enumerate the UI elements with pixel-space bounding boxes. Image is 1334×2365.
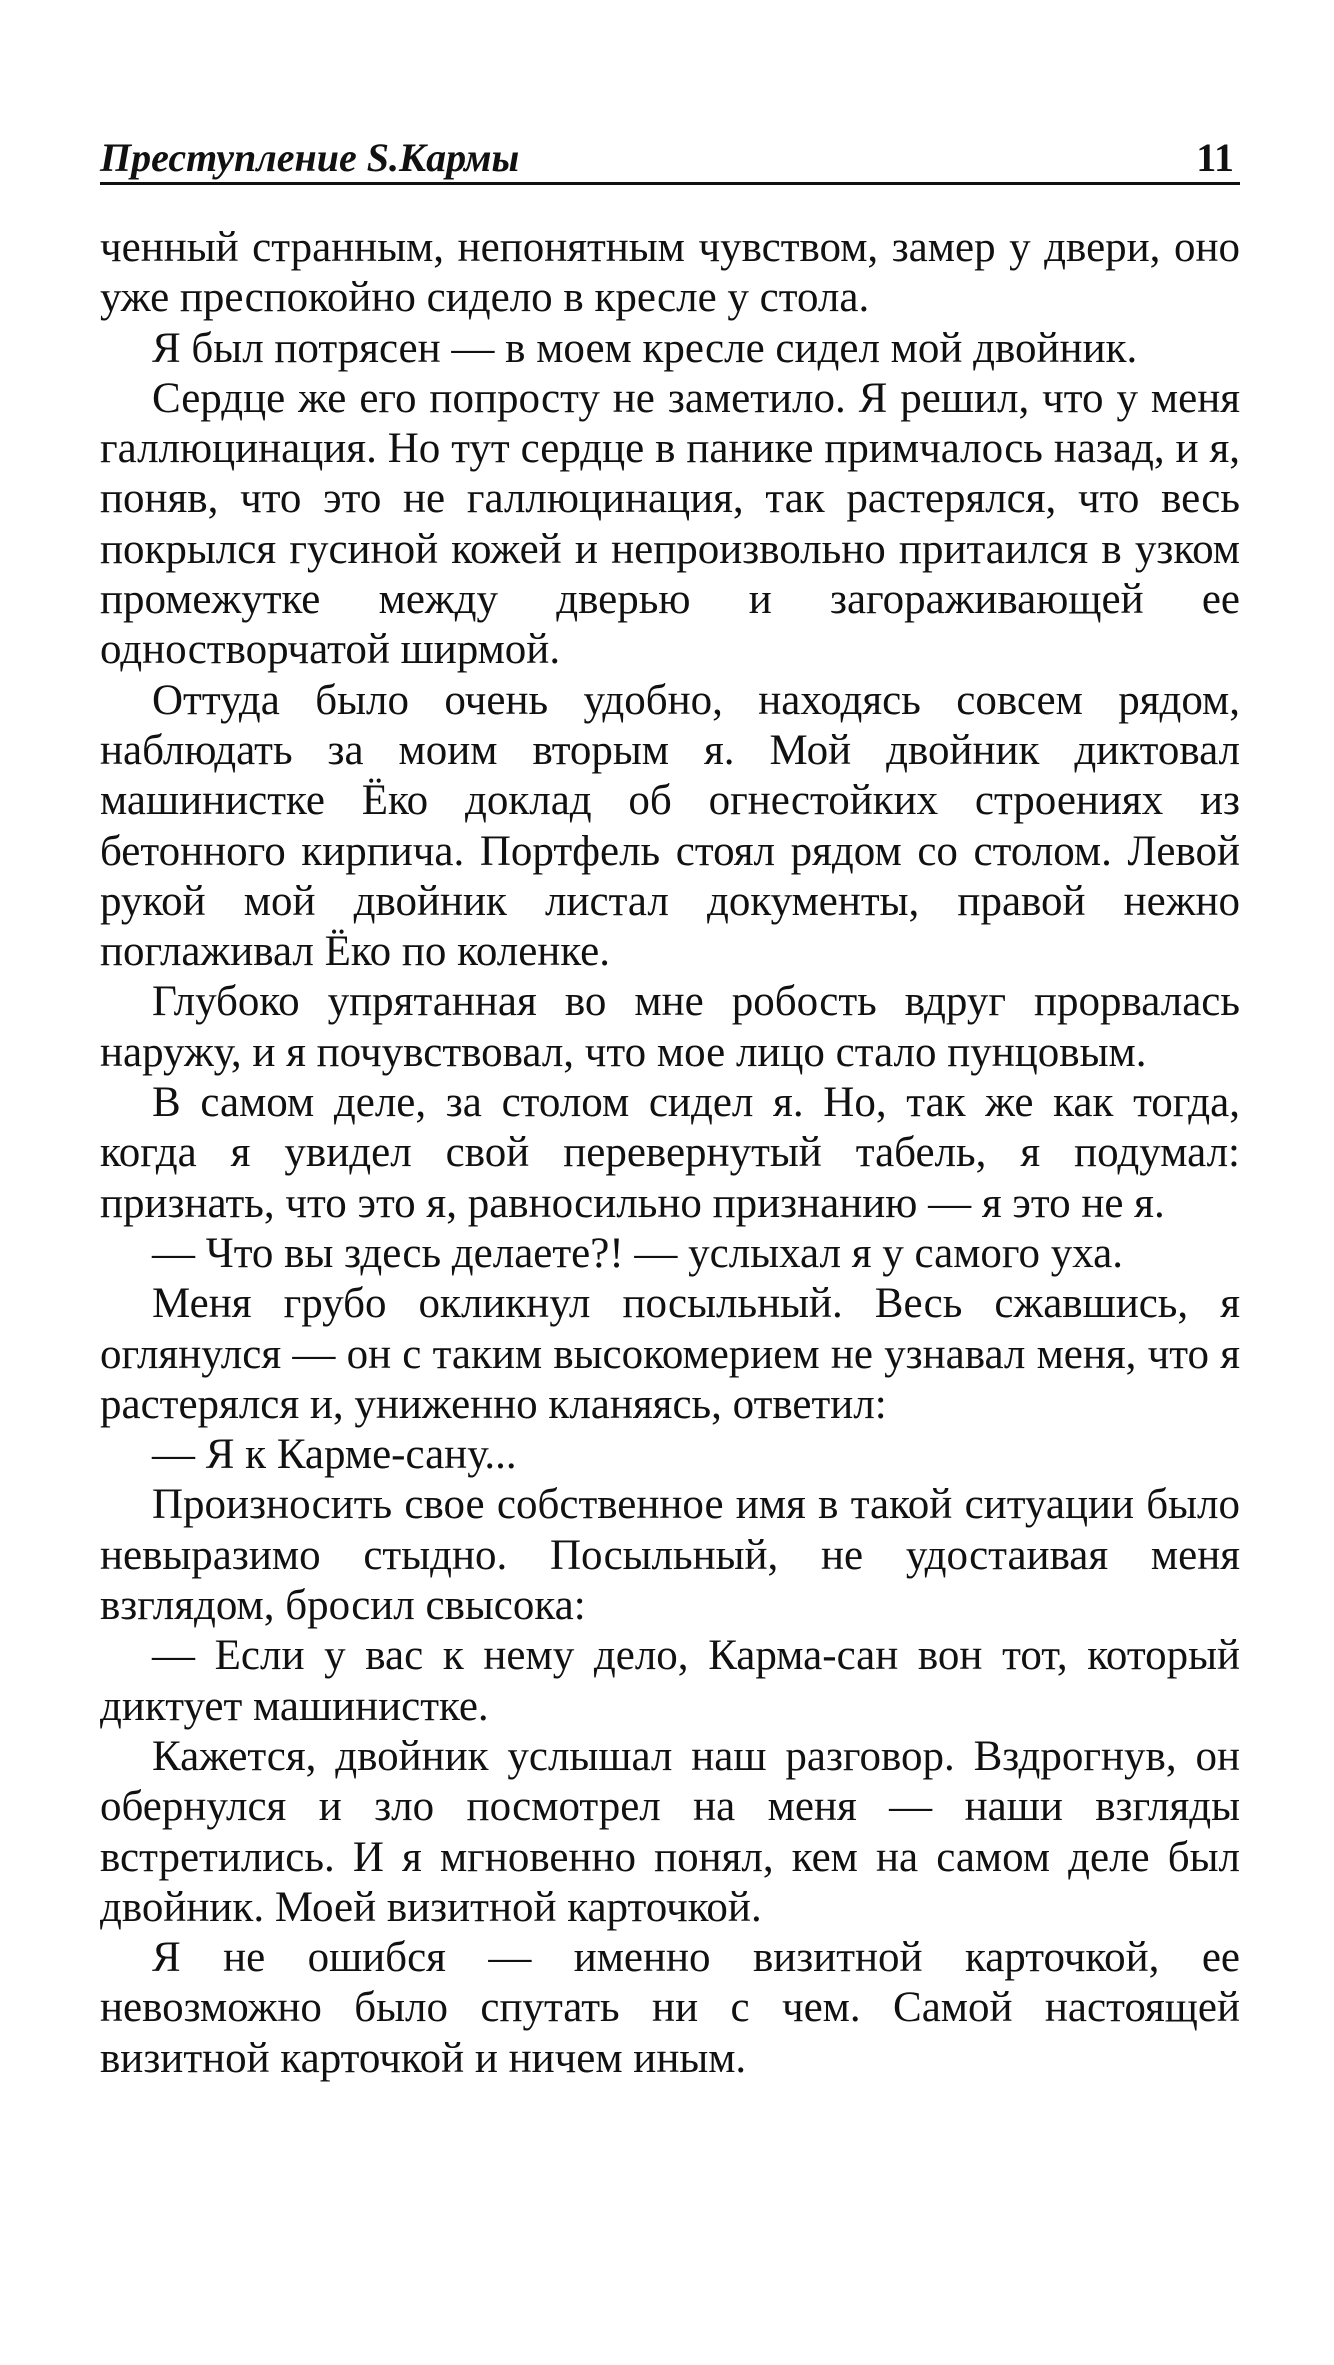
paragraph-13: Я не ошибся — именно визитной карточкой, ее невозможно было спутать ни с чем. Самой настоящей визитной карточкой и ничем иным. xyxy=(100,1934,1240,2082)
paragraph-6: В самом деле, за столом сидел я. Но, так же как тогда, когда я увидел свой перевернутый табель, я подумал: признать, что это я, равносильно признанию — я это не я. xyxy=(100,1079,1240,1227)
paragraph-10: Произносить свое собственное имя в такой ситуации было невыразимо стыдно. Посыльный, не удостаивая меня взглядом, бросил свысока: xyxy=(100,1481,1240,1630)
running-head-title: Преступление S.Кармы xyxy=(100,135,520,180)
paragraph-8: Меня грубо окликнул посыльный. Весь сжавшись, я оглянулся — он с таким высокомерием не узнавал меня, что я растерялся и, униженно кланяясь, ответил: xyxy=(100,1280,1240,1428)
paragraph-9: — Я к Карме-сану... xyxy=(152,1431,517,1479)
paragraph-12: Кажется, двойник услышал наш разговор. Вздрогнув, он обернулся и зло посмотрел на меня — наши взгляды встретились. И я мгновенно понял, кем на самом деле был двойник. Моей визитной карточкой. xyxy=(100,1732,1240,1931)
book-page xyxy=(100,120,1240,2084)
paragraph-5: Глубоко упрятанная во мне робость вдруг прорвалась наружу, и я почувствовал, что мое лицо стало пунцовым. xyxy=(100,978,1240,1076)
paragraph-4: Оттуда было очень удобно, находясь совсем рядом, наблюдать за моим вторым я. Мой двойник диктовал машинистке Ёко доклад об огнестойких строениях из бетонного кирпича. Портфель стоял рядом со столом. Левой рукой мой двойник листал документы, правой нежно поглаживал Ёко по коленке. xyxy=(100,676,1240,976)
body-text xyxy=(100,223,1240,2084)
paragraph-3: Сердце же его попросту не заметило. Я решил, что у меня галлюцинация. Но тут сердце в панике примчалось назад, и я, поняв, что это не галлюцинация, так растерялся, что весь покрылся гусиной кожей и непроизвольно притаился в узком промежутке между дверью и загораживающей ее одностворчатой ширмой. xyxy=(100,374,1240,674)
paragraph-7: — Что вы здесь делаете?! — услыхал я у самого уха. xyxy=(152,1229,1123,1277)
page-number: 11 xyxy=(1196,135,1234,180)
paragraph-1: ченный странным, непонятным чувством, замер у двери, оно уже преспокойно сидело в кресле у стола. xyxy=(100,224,1240,322)
running-head xyxy=(100,120,1240,185)
paragraph-11: — Если у вас к нему дело, Карма-сан вон тот, который диктует машинистке. xyxy=(100,1632,1240,1730)
paragraph-2: Я был потрясен — в моем кресле сидел мой двойник. xyxy=(152,324,1138,372)
